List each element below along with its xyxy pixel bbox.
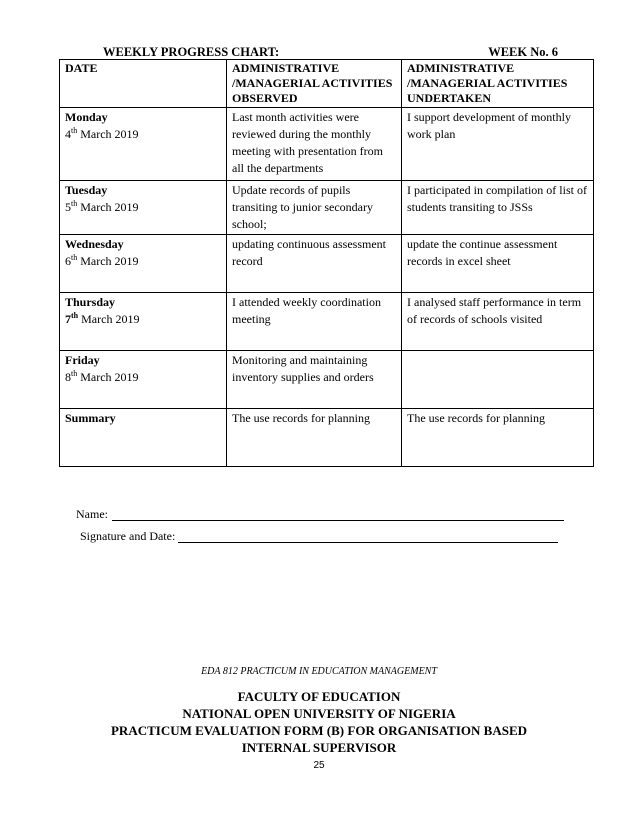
form-heading	[0, 688, 638, 756]
table-row	[60, 181, 594, 235]
summary-observed: The use records for planning	[227, 409, 402, 467]
table-row	[60, 108, 594, 181]
table-row	[60, 235, 594, 293]
undertaken-cell: I participated in compilation of list of students transiting to JSSs	[402, 181, 594, 235]
signature-line	[80, 529, 175, 544]
date-label: 7th March 2019	[65, 311, 140, 326]
undertaken-cell: I analysed staff performance in term of records of schools visited	[402, 293, 594, 351]
observed-cell: Monitoring and maintaining inventory supplies and orders	[227, 351, 402, 409]
week-number: WEEK No. 6	[488, 45, 558, 59]
form-title-line: PRACTICUM EVALUATION FORM (B) FOR ORGANISATION BASED	[110, 723, 528, 738]
table-header-row	[60, 60, 594, 108]
header-date: DATE	[60, 60, 227, 108]
date-cell	[60, 181, 227, 235]
undertaken-cell: I support development of monthly work plan	[402, 108, 594, 181]
date-label: 4th March 2019	[65, 126, 139, 141]
signature-label: Signature and Date:	[80, 529, 176, 543]
header-undertaken: ADMINISTRATIVE /MANAGERIAL ACTIVITIES UNDERTAKEN	[402, 60, 594, 108]
header-observed: ADMINISTRATIVE /MANAGERIAL ACTIVITIES OBSERVED	[227, 60, 402, 108]
date-cell	[60, 293, 227, 351]
observed-cell: I attended weekly coordination meeting	[227, 293, 402, 351]
observed-cell: updating continuous assessment record	[227, 235, 402, 293]
undertaken-cell	[402, 351, 594, 409]
supervisor-line: INTERNAL SUPERVISOR	[241, 740, 397, 755]
date-label: 8th March 2019	[65, 369, 139, 384]
date-cell	[60, 235, 227, 293]
table-row	[60, 351, 594, 409]
undertaken-cell: update the continue assessment records in excel sheet	[402, 235, 594, 293]
chart-title: WEEKLY PROGRESS CHART:	[103, 45, 280, 59]
name-line	[76, 507, 108, 522]
name-field[interactable]	[112, 520, 564, 521]
summary-undertaken: The use records for planning	[402, 409, 594, 467]
date-label: 6th March 2019	[65, 253, 139, 268]
course-title: EDA 812 PRACTICUM IN EDUCATION MANAGEMENT	[201, 666, 437, 677]
date-cell	[60, 108, 227, 181]
day-label: Friday	[65, 353, 100, 367]
signature-date-field[interactable]	[178, 542, 558, 543]
summary-row	[60, 409, 594, 467]
faculty-line: FACULTY OF EDUCATION	[237, 689, 401, 704]
weekly-progress-table	[59, 59, 594, 467]
observed-cell: Update records of pupils transiting to junior secondary school;	[227, 181, 402, 235]
date-label: 5th March 2019	[65, 199, 139, 214]
day-label: Tuesday	[65, 183, 108, 197]
page-number: 25	[313, 760, 325, 771]
name-label: Name:	[76, 507, 108, 521]
university-line: NATIONAL OPEN UNIVERSITY OF NIGERIA	[182, 706, 456, 721]
day-label: Wednesday	[65, 237, 124, 251]
date-cell	[60, 351, 227, 409]
day-label: Thursday	[65, 295, 116, 309]
summary-label: Summary	[60, 409, 227, 467]
observed-cell: Last month activities were reviewed during the monthly meeting with presentation from all the departments	[227, 108, 402, 181]
day-label: Monday	[65, 110, 108, 124]
table-row	[60, 293, 594, 351]
